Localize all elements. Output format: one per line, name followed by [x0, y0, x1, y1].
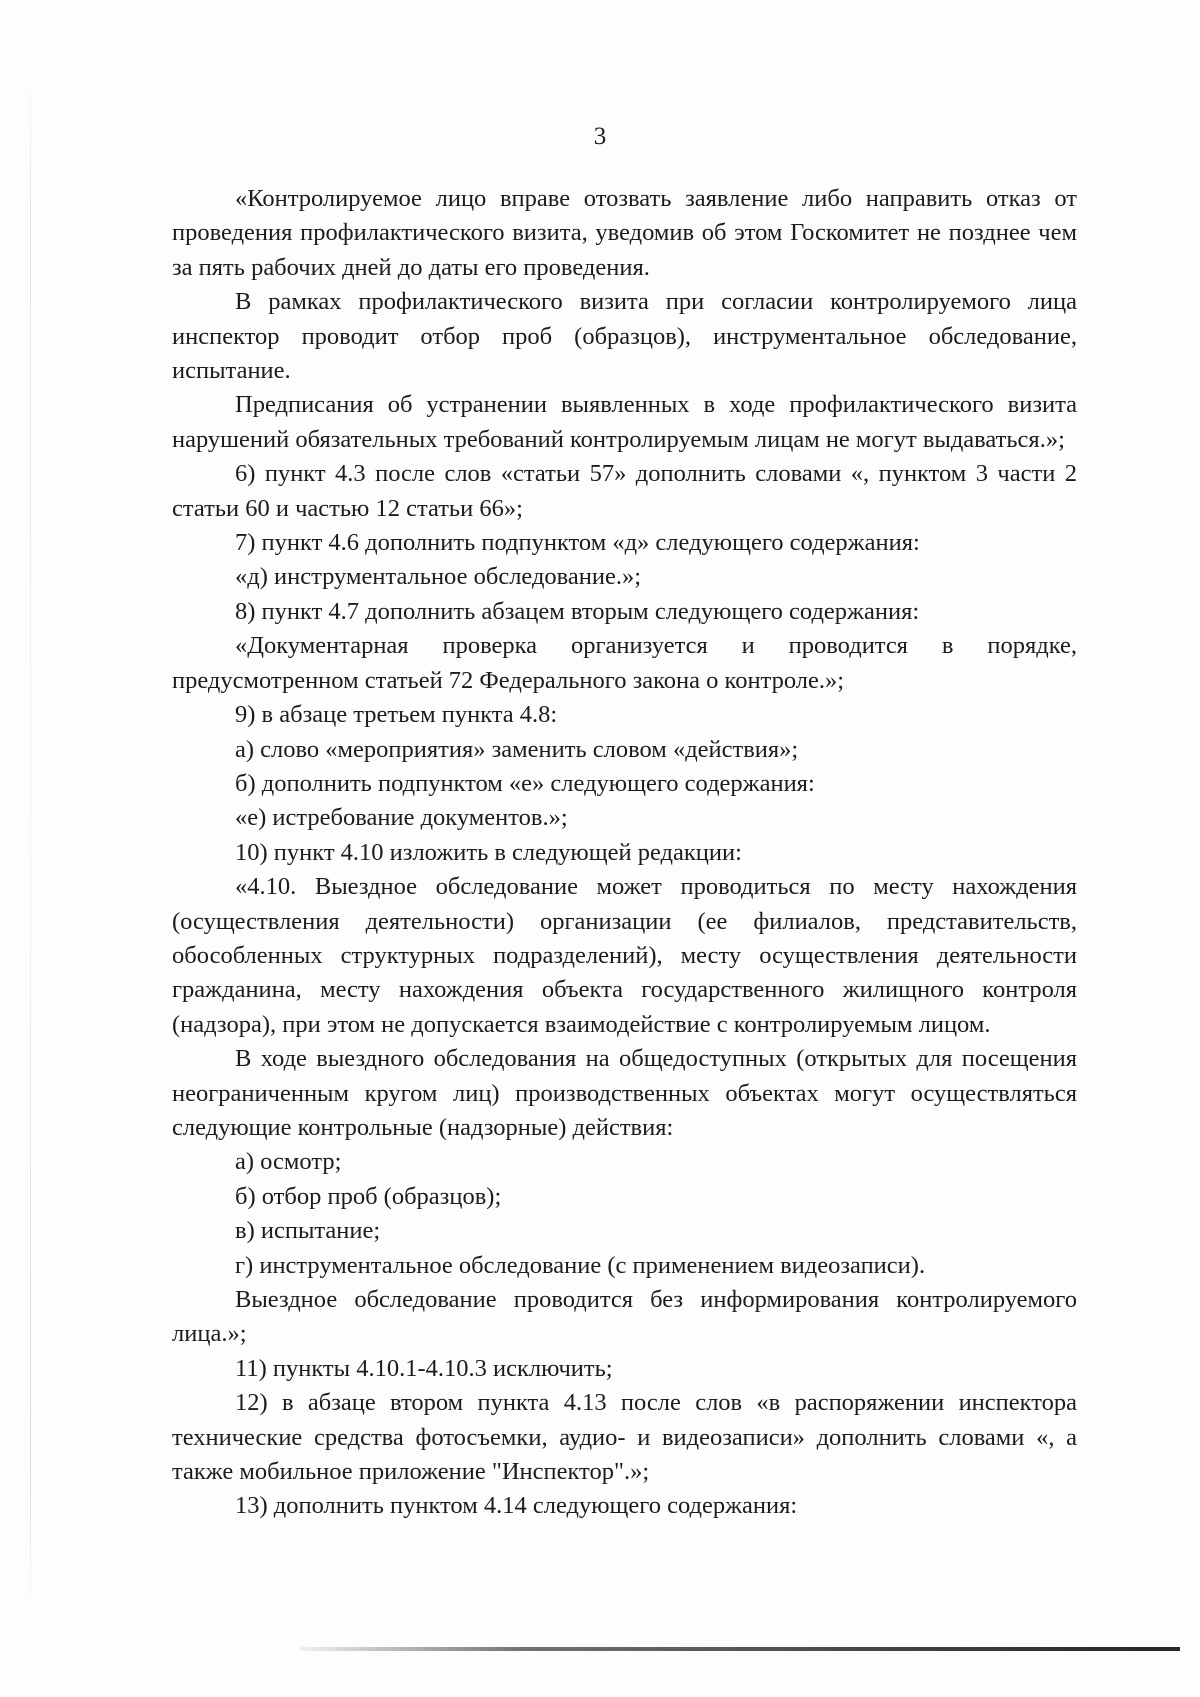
- paragraph: 7) пункт 4.6 дополнить подпунктом «д» следующего содержания:: [235, 529, 920, 557]
- paragraph: 10) пункт 4.10 изложить в следующей редакции:: [235, 838, 742, 866]
- paragraph: а) осмотр;: [235, 1148, 342, 1176]
- scan-left-edge: [30, 60, 31, 1620]
- paragraph: а) слово «мероприятия» заменить словом «действия»;: [235, 735, 799, 763]
- paragraph: б) отбор проб (образцов);: [235, 1182, 502, 1210]
- paragraph: «Контролируемое лицо вправе отозвать заявление либо направить отказ от проведения профилактического визита, уведомив об этом Госкомитет не позднее чем за пять рабочих дней до даты его проведения.: [172, 185, 1077, 281]
- paragraph: «4.10. Выездное обследование может проводиться по месту нахождения (осуществления деятельности) организации (ее филиалов, представительств, обособленных структурных подразделений), месту осуществления деятельности гражданина, месту нахождения объекта государственного жилищного контроля (надзора), при этом не допускается взаимодействие с контролируемым лицом.: [172, 873, 1077, 1038]
- page-number: 3: [593, 123, 607, 150]
- paragraph: б) дополнить подпунктом «е» следующего содержания:: [235, 769, 815, 797]
- paragraph: Выездное обследование проводится без информирования контролируемого лица.»;: [172, 1286, 1077, 1348]
- scan-bottom-edge: [300, 1647, 1180, 1651]
- paragraph: 8) пункт 4.7 дополнить абзацем вторым следующего содержания:: [235, 597, 920, 625]
- paragraph: 9) в абзаце третьем пункта 4.8:: [235, 701, 558, 729]
- paragraph: г) инструментальное обследование (с применением видеозаписи).: [235, 1251, 926, 1279]
- paragraph: 13) дополнить пунктом 4.14 следующего содержания:: [235, 1492, 798, 1520]
- paragraph: 6) пункт 4.3 после слов «статьи 57» дополнить словами «, пунктом 3 части 2 статьи 60 и частью 12 статьи 66»;: [172, 460, 1077, 522]
- paragraph: 11) пункты 4.10.1-4.10.3 исключить;: [235, 1354, 613, 1382]
- paragraph: В рамках профилактического визита при согласии контролируемого лица инспектор проводит отбор проб (образцов), инструментальное обследование, испытание.: [172, 288, 1077, 385]
- paragraph: В ходе выездного обследования на общедоступных (открытых для посещения неограниченным кругом лиц) производственных объектах могут осуществляться следующие контрольные (надзорные) действия:: [172, 1045, 1077, 1141]
- paragraph: Предписания об устранении выявленных в ходе профилактического визита нарушений обязательных требований контролируемым лицам не могут выдаваться.»;: [172, 391, 1077, 453]
- paragraph: «е) истребование документов.»;: [235, 804, 568, 832]
- paragraph: в) испытание;: [235, 1217, 381, 1245]
- paragraph: 12) в абзаце втором пункта 4.13 после слов «в распоряжении инспектора технические средства фотосъемки, аудио- и видеозаписи» дополнить словами «, а также мобильное приложение "Инспектор".»;: [172, 1389, 1077, 1486]
- paragraph: «Документарная проверка организуется и проводится в порядке, предусмотренном статьей 72 Федерального закона о контроле.»;: [172, 632, 1077, 694]
- paragraph: «д) инструментальное обследование.»;: [235, 563, 642, 591]
- document-body: [172, 182, 1077, 1524]
